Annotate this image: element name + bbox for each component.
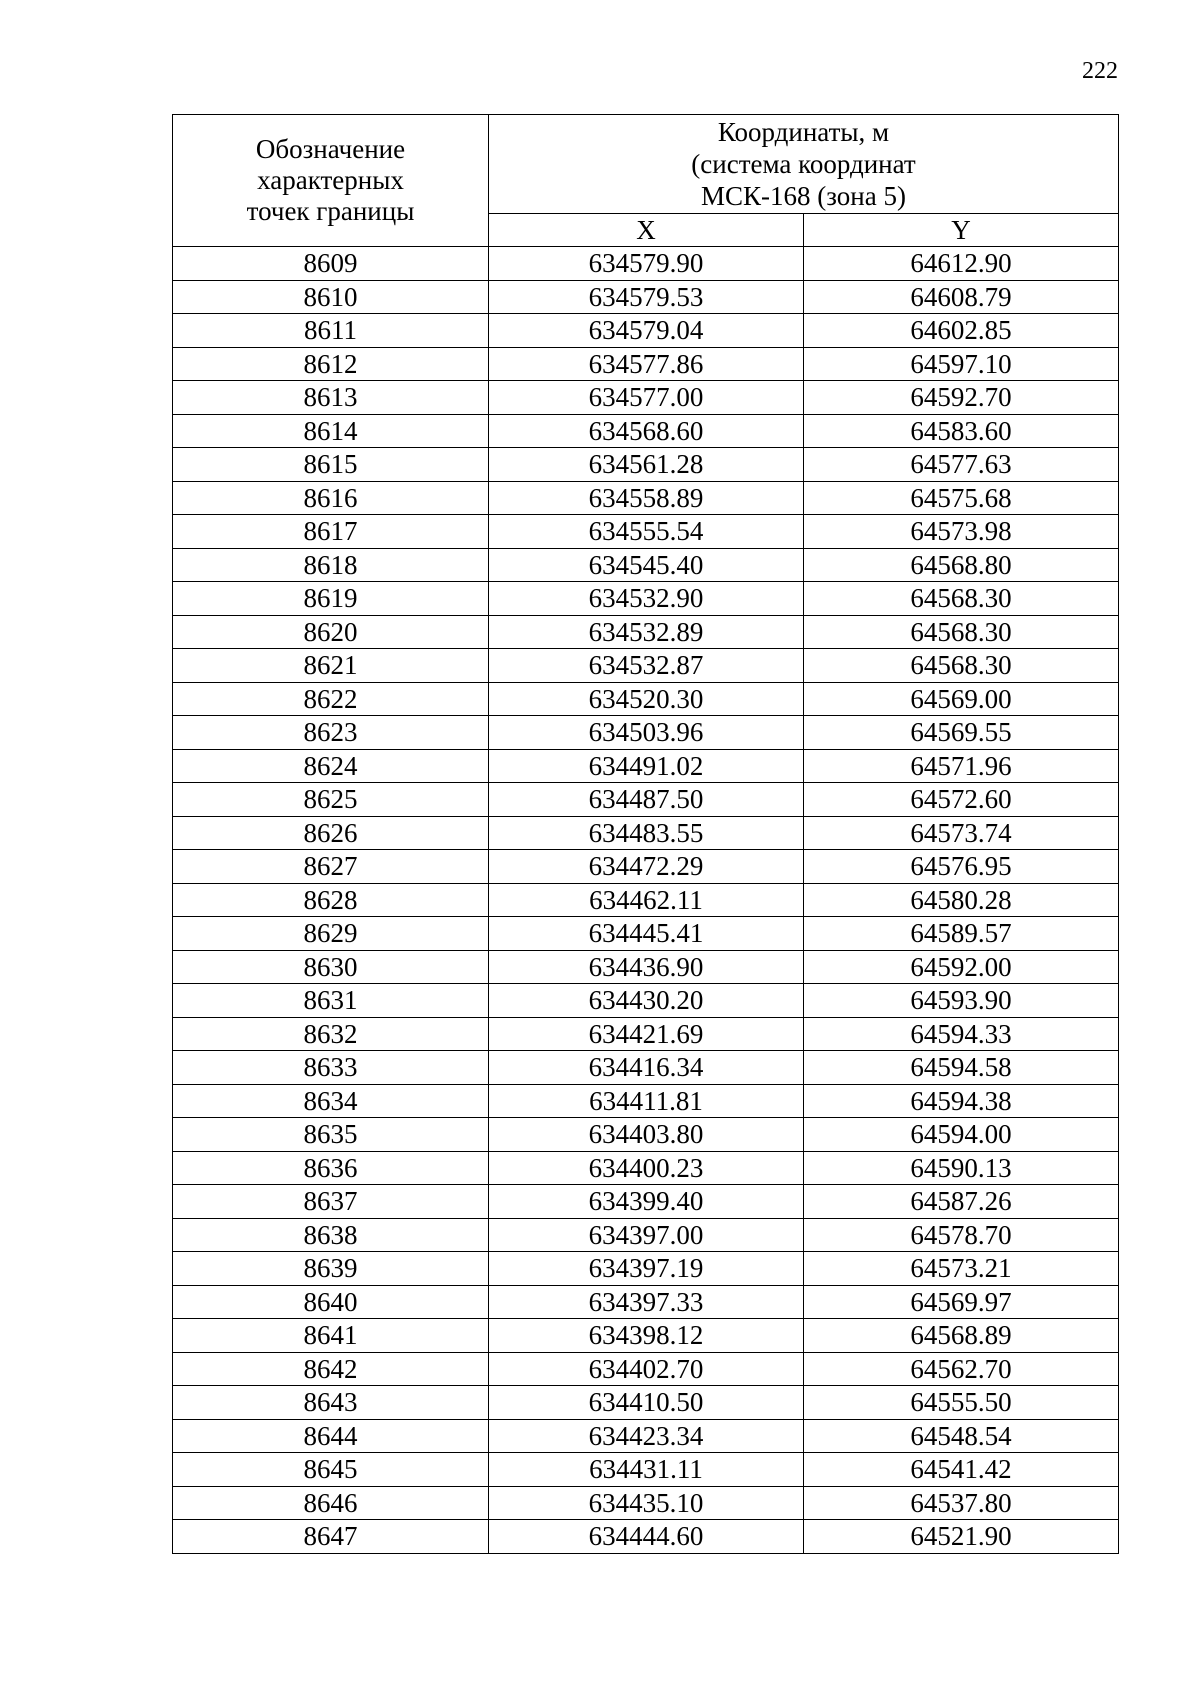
x-coordinate-cell: 634532.90: [489, 582, 804, 616]
point-header-line: точек границы: [246, 196, 415, 226]
y-coordinate-cell: 64568.30: [804, 615, 1119, 649]
coords-header-line: Координаты, м: [717, 117, 890, 147]
x-coordinate-cell: 634397.33: [489, 1285, 804, 1319]
point-cell: 8634: [173, 1084, 489, 1118]
x-coordinate-cell: 634532.87: [489, 649, 804, 683]
table-row: [173, 1084, 1119, 1118]
point-cell: 8618: [173, 548, 489, 582]
table-row: [173, 649, 1119, 683]
x-coordinate-cell: 634400.23: [489, 1151, 804, 1185]
point-cell: 8627: [173, 850, 489, 884]
y-coordinate-cell: 64578.70: [804, 1218, 1119, 1252]
y-coordinate-cell: 64594.33: [804, 1017, 1119, 1051]
y-coordinate-cell: 64602.85: [804, 314, 1119, 348]
y-coordinate-cell: 64592.00: [804, 950, 1119, 984]
coordinates-header: [489, 115, 1119, 214]
point-cell: 8646: [173, 1486, 489, 1520]
point-cell: 8629: [173, 917, 489, 951]
table-row: [173, 1051, 1119, 1085]
table-row: [173, 448, 1119, 482]
y-coordinate-cell: 64589.57: [804, 917, 1119, 951]
table-row: [173, 1352, 1119, 1386]
point-cell: 8632: [173, 1017, 489, 1051]
y-coordinate-cell: 64580.28: [804, 883, 1119, 917]
y-column-header: Y: [804, 214, 1119, 247]
y-coordinate-cell: 64593.90: [804, 984, 1119, 1018]
y-coordinate-cell: 64594.00: [804, 1118, 1119, 1152]
x-coordinate-cell: 634532.89: [489, 615, 804, 649]
point-cell: 8633: [173, 1051, 489, 1085]
point-designation-header: [173, 115, 489, 247]
x-coordinate-cell: 634397.00: [489, 1218, 804, 1252]
table-row: [173, 1151, 1119, 1185]
table-row: [173, 1218, 1119, 1252]
x-coordinate-cell: 634558.89: [489, 481, 804, 515]
x-coordinate-cell: 634555.54: [489, 515, 804, 549]
table-row: [173, 749, 1119, 783]
point-cell: 8626: [173, 816, 489, 850]
table-row: [173, 883, 1119, 917]
coordinates-table: [172, 114, 1119, 1554]
y-coordinate-cell: 64612.90: [804, 247, 1119, 281]
y-coordinate-cell: 64592.70: [804, 381, 1119, 415]
table-header: [173, 115, 1119, 247]
x-coordinate-cell: 634520.30: [489, 682, 804, 716]
point-cell: 8625: [173, 783, 489, 817]
x-coordinate-cell: 634416.34: [489, 1051, 804, 1085]
point-cell: 8631: [173, 984, 489, 1018]
table-row: [173, 1185, 1119, 1219]
y-coordinate-cell: 64587.26: [804, 1185, 1119, 1219]
point-header-line: Обозначение: [255, 134, 406, 164]
table-row: [173, 816, 1119, 850]
table-row: [173, 548, 1119, 582]
table-row: [173, 1252, 1119, 1286]
table-row: [173, 1520, 1119, 1554]
point-cell: 8645: [173, 1453, 489, 1487]
point-cell: 8621: [173, 649, 489, 683]
table-row: [173, 917, 1119, 951]
x-coordinate-cell: 634445.41: [489, 917, 804, 951]
x-coordinate-cell: 634487.50: [489, 783, 804, 817]
point-cell: 8613: [173, 381, 489, 415]
table-row: [173, 1319, 1119, 1353]
table-row: [173, 984, 1119, 1018]
y-coordinate-cell: 64521.90: [804, 1520, 1119, 1554]
x-coordinate-cell: 634444.60: [489, 1520, 804, 1554]
table-row: [173, 247, 1119, 281]
x-coordinate-cell: 634462.11: [489, 883, 804, 917]
point-cell: 8635: [173, 1118, 489, 1152]
x-coordinate-cell: 634398.12: [489, 1319, 804, 1353]
y-coordinate-cell: 64571.96: [804, 749, 1119, 783]
point-cell: 8614: [173, 414, 489, 448]
table-row: [173, 314, 1119, 348]
x-coordinate-cell: 634577.86: [489, 347, 804, 381]
x-coordinate-cell: 634545.40: [489, 548, 804, 582]
table-row: [173, 950, 1119, 984]
y-coordinate-cell: 64594.38: [804, 1084, 1119, 1118]
point-cell: 8624: [173, 749, 489, 783]
table-row: [173, 1386, 1119, 1420]
y-coordinate-cell: 64590.13: [804, 1151, 1119, 1185]
table-row: [173, 1419, 1119, 1453]
y-coordinate-cell: 64594.58: [804, 1051, 1119, 1085]
point-cell: 8609: [173, 247, 489, 281]
point-cell: 8615: [173, 448, 489, 482]
y-coordinate-cell: 64569.97: [804, 1285, 1119, 1319]
y-coordinate-cell: 64569.00: [804, 682, 1119, 716]
point-cell: 8637: [173, 1185, 489, 1219]
table-row: [173, 1118, 1119, 1152]
point-cell: 8619: [173, 582, 489, 616]
y-coordinate-cell: 64573.21: [804, 1252, 1119, 1286]
point-cell: 8610: [173, 280, 489, 314]
point-cell: 8617: [173, 515, 489, 549]
point-cell: 8623: [173, 716, 489, 750]
table-row: [173, 783, 1119, 817]
x-coordinate-cell: 634568.60: [489, 414, 804, 448]
x-coordinate-cell: 634430.20: [489, 984, 804, 1018]
y-coordinate-cell: 64568.30: [804, 649, 1119, 683]
x-coordinate-cell: 634435.10: [489, 1486, 804, 1520]
point-cell: 8638: [173, 1218, 489, 1252]
point-cell: 8620: [173, 615, 489, 649]
table-row: [173, 1285, 1119, 1319]
y-coordinate-cell: 64576.95: [804, 850, 1119, 884]
y-coordinate-cell: 64569.55: [804, 716, 1119, 750]
x-coordinate-cell: 634503.96: [489, 716, 804, 750]
y-coordinate-cell: 64583.60: [804, 414, 1119, 448]
x-coordinate-cell: 634483.55: [489, 816, 804, 850]
x-coordinate-cell: 634579.90: [489, 247, 804, 281]
table-row: [173, 582, 1119, 616]
x-coordinate-cell: 634397.19: [489, 1252, 804, 1286]
table-row: [173, 1017, 1119, 1051]
table-row: [173, 716, 1119, 750]
x-coordinate-cell: 634579.53: [489, 280, 804, 314]
table-row: [173, 381, 1119, 415]
point-cell: 8628: [173, 883, 489, 917]
y-coordinate-cell: 64568.80: [804, 548, 1119, 582]
point-cell: 8643: [173, 1386, 489, 1420]
page-number: 222: [1082, 58, 1118, 84]
point-cell: 8641: [173, 1319, 489, 1353]
x-coordinate-cell: 634436.90: [489, 950, 804, 984]
y-coordinate-cell: 64568.89: [804, 1319, 1119, 1353]
table-row: [173, 280, 1119, 314]
table-row: [173, 515, 1119, 549]
point-cell: 8622: [173, 682, 489, 716]
y-coordinate-cell: 64572.60: [804, 783, 1119, 817]
x-coordinate-cell: 634577.00: [489, 381, 804, 415]
y-coordinate-cell: 64562.70: [804, 1352, 1119, 1386]
y-coordinate-cell: 64573.74: [804, 816, 1119, 850]
y-coordinate-cell: 64597.10: [804, 347, 1119, 381]
x-coordinate-cell: 634421.69: [489, 1017, 804, 1051]
x-coordinate-cell: 634579.04: [489, 314, 804, 348]
table-body: [173, 247, 1119, 1554]
point-cell: 8611: [173, 314, 489, 348]
table-row: [173, 414, 1119, 448]
y-coordinate-cell: 64577.63: [804, 448, 1119, 482]
point-cell: 8644: [173, 1419, 489, 1453]
x-column-header: X: [489, 214, 804, 247]
point-cell: 8616: [173, 481, 489, 515]
table-row: [173, 850, 1119, 884]
coords-header-line: МСК-168 (зона 5): [701, 181, 906, 211]
point-cell: 8636: [173, 1151, 489, 1185]
x-coordinate-cell: 634410.50: [489, 1386, 804, 1420]
table-row: [173, 615, 1119, 649]
table-row: [173, 347, 1119, 381]
x-coordinate-cell: 634399.40: [489, 1185, 804, 1219]
point-cell: 8639: [173, 1252, 489, 1286]
x-coordinate-cell: 634431.11: [489, 1453, 804, 1487]
y-coordinate-cell: 64555.50: [804, 1386, 1119, 1420]
y-coordinate-cell: 64608.79: [804, 280, 1119, 314]
y-coordinate-cell: 64573.98: [804, 515, 1119, 549]
x-coordinate-cell: 634561.28: [489, 448, 804, 482]
table-row: [173, 1486, 1119, 1520]
x-coordinate-cell: 634423.34: [489, 1419, 804, 1453]
x-coordinate-cell: 634472.29: [489, 850, 804, 884]
x-coordinate-cell: 634402.70: [489, 1352, 804, 1386]
y-coordinate-cell: 64575.68: [804, 481, 1119, 515]
point-cell: 8612: [173, 347, 489, 381]
x-coordinate-cell: 634491.02: [489, 749, 804, 783]
point-cell: 8630: [173, 950, 489, 984]
x-coordinate-cell: 634403.80: [489, 1118, 804, 1152]
y-coordinate-cell: 64537.80: [804, 1486, 1119, 1520]
x-coordinate-cell: 634411.81: [489, 1084, 804, 1118]
table-row: [173, 481, 1119, 515]
y-coordinate-cell: 64548.54: [804, 1419, 1119, 1453]
y-coordinate-cell: 64568.30: [804, 582, 1119, 616]
y-coordinate-cell: 64541.42: [804, 1453, 1119, 1487]
point-cell: 8647: [173, 1520, 489, 1554]
coords-header-line: (система координат: [691, 149, 916, 179]
point-header-line: характерных: [257, 165, 404, 195]
point-cell: 8642: [173, 1352, 489, 1386]
point-cell: 8640: [173, 1285, 489, 1319]
table-row: [173, 1453, 1119, 1487]
table-row: [173, 682, 1119, 716]
